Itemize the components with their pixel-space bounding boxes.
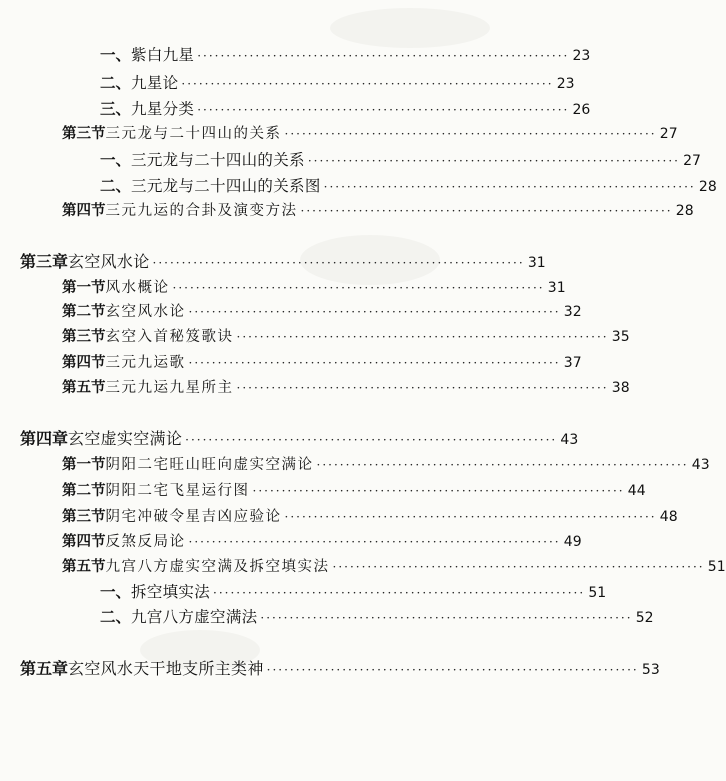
entry-prefix: 三、: [100, 99, 132, 118]
entry-title: 九宫八方虚实空满及拆空填实法: [105, 559, 330, 575]
entry-title: 三元龙与二十四山的关系图: [131, 177, 321, 195]
dot-leader: ································································: [284, 127, 657, 141]
entry-prefix: 第一节: [62, 279, 106, 296]
toc-entry[interactable]: [100, 150, 701, 172]
dot-leader: ································································: [172, 281, 545, 295]
dot-leader: ································································: [188, 305, 561, 319]
entry-title: 九宫八方虚空满法: [131, 608, 258, 626]
entry-prefix: 第三节: [62, 125, 106, 142]
entry-title: 阴宅冲破令星吉凶应验论: [105, 509, 282, 525]
entry-prefix: 一、: [100, 45, 132, 64]
entry-page-number: 52: [635, 610, 654, 626]
entry-title: 三元龙与二十四山的关系: [105, 126, 282, 142]
entry-title: 玄空入首秘笈歌诀: [105, 329, 234, 345]
entry-page-number: 49: [563, 534, 582, 550]
dot-leader: ································································: [284, 510, 657, 524]
entry-prefix: 第二节: [62, 303, 106, 320]
toc-entry[interactable]: [100, 73, 575, 95]
dot-leader: ································································: [307, 154, 680, 168]
paper-stain: [330, 8, 490, 48]
dot-leader: ································································: [197, 103, 570, 117]
entry-title: 三元九运歌: [105, 355, 186, 371]
entry-title: 反煞反局论: [105, 534, 186, 550]
entry-prefix: 第三节: [62, 508, 106, 525]
entry-title: 三元九运的合卦及演变方法: [105, 203, 298, 219]
entry-title: 玄空风水论: [68, 252, 150, 271]
entry-prefix: 第四节: [62, 202, 106, 219]
entry-prefix: 一、: [100, 582, 132, 601]
toc-entry[interactable]: [62, 481, 646, 503]
dot-leader: ································································: [213, 586, 586, 600]
dot-leader: ································································: [300, 204, 673, 218]
toc-entry[interactable]: [62, 327, 630, 349]
dot-leader: ································································: [188, 535, 561, 549]
entry-page-number: 23: [556, 76, 575, 92]
dot-leader: ································································: [332, 560, 705, 574]
entry-prefix: 第三节: [62, 328, 106, 345]
entry-page-number: 48: [659, 509, 678, 525]
toc-entry[interactable]: [20, 429, 579, 451]
entry-page-number: 23: [572, 48, 591, 64]
entry-page-number: 38: [611, 380, 630, 396]
entry-page-number: 37: [563, 355, 582, 371]
dot-leader: ································································: [185, 433, 558, 447]
entry-prefix: 第五章: [20, 659, 69, 678]
dot-leader: ································································: [188, 356, 561, 370]
entry-title: 玄空风水天干地支所主类神: [68, 659, 264, 678]
entry-prefix: 第五节: [62, 379, 106, 396]
entry-page-number: 28: [698, 179, 717, 195]
dot-leader: ································································: [236, 330, 609, 344]
entry-title: 玄空风水论: [105, 304, 186, 320]
entry-title: 风水概论: [105, 280, 170, 296]
toc-entry[interactable]: [62, 557, 726, 579]
entry-prefix: 二、: [100, 73, 132, 92]
entry-title: 阴阳二宅飞星运行图: [105, 483, 250, 499]
entry-title: 九星论: [131, 74, 179, 92]
dot-leader: ································································: [181, 77, 554, 91]
toc-entry[interactable]: [62, 353, 582, 375]
toc-entry[interactable]: [62, 455, 710, 477]
entry-page-number: 31: [527, 255, 546, 271]
dot-leader: ································································: [197, 49, 570, 63]
entry-page-number: 27: [659, 126, 678, 142]
entry-page-number: 27: [683, 153, 701, 169]
entry-title: 三元龙与二十四山的关系: [131, 151, 305, 169]
toc-entry[interactable]: [100, 99, 591, 121]
entry-prefix: 二、: [100, 176, 132, 195]
dot-leader: ································································: [260, 611, 633, 625]
entry-page-number: 31: [547, 280, 566, 296]
toc-entry[interactable]: [62, 507, 678, 529]
entry-prefix: 二、: [100, 607, 132, 626]
entry-prefix: 第二节: [62, 482, 106, 499]
toc-entry[interactable]: [100, 607, 654, 629]
entry-page-number: 35: [611, 329, 630, 345]
dot-leader: ································································: [236, 381, 609, 395]
entry-title: 九星分类: [131, 100, 195, 118]
entry-page-number: 26: [572, 102, 591, 118]
dot-leader: ································································: [266, 663, 639, 677]
entry-page-number: 53: [641, 662, 660, 678]
entry-page-number: 43: [691, 457, 710, 473]
entry-prefix: 一、: [100, 150, 132, 169]
entry-page-number: 44: [627, 483, 646, 499]
entry-prefix: 第四节: [62, 533, 106, 550]
entry-page-number: 28: [675, 203, 694, 219]
entry-page-number: 51: [707, 559, 726, 575]
toc-entry[interactable]: [100, 45, 591, 67]
dot-leader: ································································: [252, 484, 625, 498]
toc-entry[interactable]: [100, 176, 717, 198]
entry-prefix: 第三章: [20, 252, 69, 271]
toc-entry[interactable]: [62, 278, 566, 300]
toc-entry[interactable]: [62, 532, 582, 554]
toc-entry[interactable]: [20, 659, 660, 681]
entry-prefix: 第五节: [62, 558, 106, 575]
entry-title: 拆空填实法: [131, 583, 211, 601]
entry-title: 紫白九星: [131, 46, 195, 64]
toc-entry[interactable]: [62, 378, 630, 400]
entry-prefix: 第一节: [62, 456, 106, 473]
toc-entry[interactable]: [62, 201, 694, 223]
entry-page-number: 43: [560, 432, 579, 448]
entry-page-number: 51: [588, 585, 607, 601]
dot-leader: ································································: [323, 180, 696, 194]
dot-leader: ································································: [316, 458, 689, 472]
entry-prefix: 第四节: [62, 354, 106, 371]
entry-prefix: 第四章: [20, 429, 69, 448]
entry-title: 阴阳二宅旺山旺向虚实空满论: [105, 457, 314, 473]
toc-entry[interactable]: [62, 124, 678, 146]
entry-page-number: 32: [563, 304, 582, 320]
entry-title: 三元九运九星所主: [105, 380, 234, 396]
toc-entry[interactable]: [100, 582, 607, 604]
entry-title: 玄空虚实空满论: [68, 429, 183, 448]
dot-leader: ································································: [152, 256, 525, 270]
toc-entry[interactable]: [62, 302, 582, 324]
toc-entry[interactable]: [20, 252, 546, 274]
